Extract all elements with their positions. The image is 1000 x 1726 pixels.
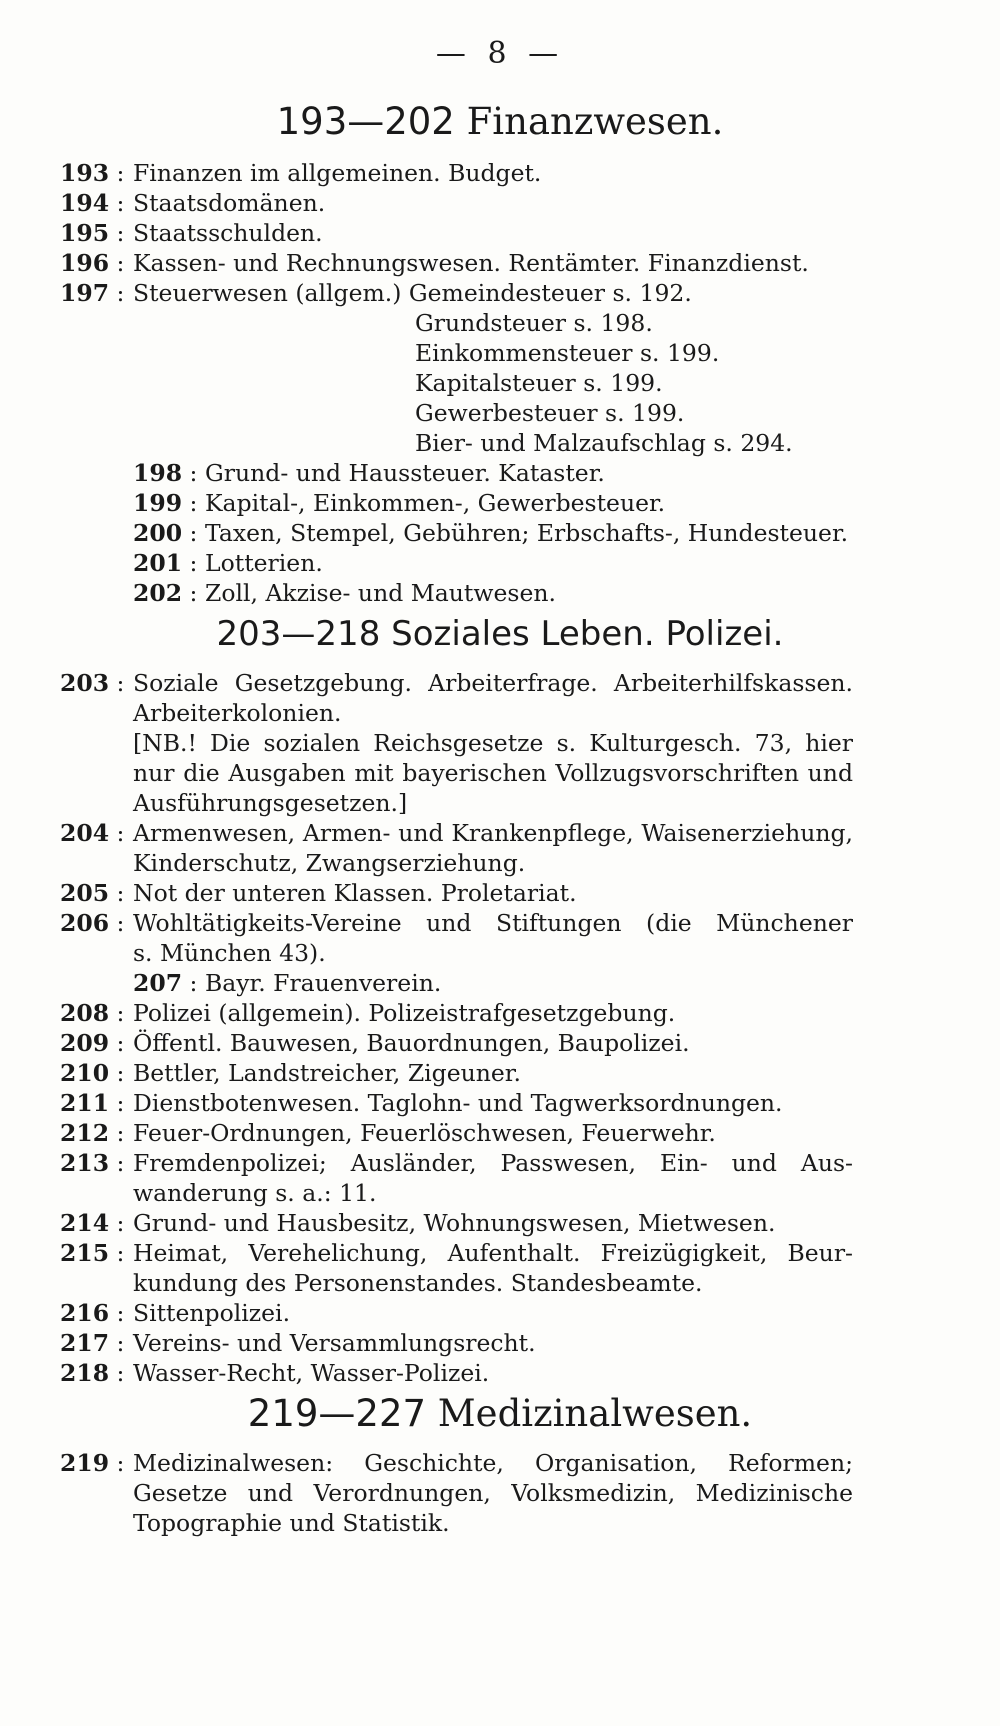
entry-number: 198 :	[133, 458, 197, 488]
entry-text: Staatsschulden.	[133, 219, 323, 247]
cross-reference: Grundsteuer s. 198.	[415, 309, 653, 337]
entry-text: wanderung s. a.: 11.	[133, 1179, 377, 1207]
entry-number: 202 :	[133, 578, 197, 608]
entry-number: 201 :	[133, 548, 197, 578]
entry-text: kundung des Personenstandes. Standesbeamte.	[133, 1269, 703, 1297]
entry-number: 211 :	[60, 1088, 124, 1118]
entry-number: 217 :	[60, 1328, 124, 1358]
entry-text: Finanzen im allgemeinen. Budget.	[133, 159, 542, 187]
entry-number: 197 :	[60, 278, 124, 308]
entry-text: Vereins- und Versammlungsrecht.	[133, 1329, 536, 1357]
entry-text: Not der unteren Klassen. Proletariat.	[133, 879, 577, 907]
section-title: Medizinalwesen.	[437, 1392, 753, 1435]
entry-text: Fremdenpolizei; Ausländer, Passwesen, Ein- und Aus-	[133, 1149, 853, 1177]
section-title: Finanzwesen.	[466, 100, 724, 143]
entry-text: Kassen- und Rechnungswesen. Rentämter. Finanzdienst.	[133, 249, 809, 277]
entry-text: Armenwesen, Armen- und Krankenpflege, Waisenerziehung,	[133, 819, 853, 847]
entry-text: Lotterien.	[205, 549, 323, 577]
section-heading-finanzwesen	[0, 100, 1000, 143]
entry-number: 218 :	[60, 1358, 124, 1388]
entry-number: 207 :	[133, 968, 197, 998]
entry-text: Medizinalwesen: Geschichte, Organisation, Reformen;	[133, 1449, 853, 1477]
entry-text: Polizei (allgemein). Polizeistrafgesetzgebung.	[133, 999, 676, 1027]
entry-number: 199 :	[133, 488, 197, 518]
entry-text: Arbeiterkolonien.	[133, 699, 342, 727]
cross-reference: Kapitalsteuer s. 199.	[415, 369, 663, 397]
entry-text: Zoll, Akzise- und Mautwesen.	[205, 579, 556, 607]
section-range: 193—202	[276, 100, 455, 143]
entry-number: 206 :	[60, 908, 124, 938]
entry-number: 193 :	[60, 158, 124, 188]
entry-number: 219 :	[60, 1448, 124, 1478]
entry-text: Grund- und Hausbesitz, Wohnungswesen, Mietwesen.	[133, 1209, 776, 1237]
entry-text: Kinderschutz, Zwangserziehung.	[133, 849, 526, 877]
section-heading-medizinalwesen	[0, 1392, 1000, 1435]
entry-text: Wasser-Recht, Wasser-Polizei.	[133, 1359, 490, 1387]
entry-text: Ausführungsgesetzen.]	[133, 789, 408, 817]
entry-text: Wohltätigkeits-Vereine und Stiftungen (die Münchener	[133, 909, 853, 937]
entry-text: Bayr. Frauenverein.	[205, 969, 442, 997]
entry-number: 194 :	[60, 188, 124, 218]
entry-text: Feuer-Ordnungen, Feuerlöschwesen, Feuerwehr.	[133, 1119, 716, 1147]
entry-text: Topographie und Statistik.	[133, 1509, 450, 1537]
entry-text: [NB.! Die sozialen Reichsgesetze s. Kulturgesch. 73, hier	[133, 729, 853, 757]
page-number: — 8 —	[435, 36, 565, 71]
entry-number: 215 :	[60, 1238, 124, 1268]
entry-text: Taxen, Stempel, Gebühren; Erbschafts-, Hundesteuer.	[205, 519, 849, 547]
entry-number: 216 :	[60, 1298, 124, 1328]
entry-number: 204 :	[60, 818, 124, 848]
entry-text: s. München 43).	[133, 939, 326, 967]
entry-text: Steuerwesen (allgem.) Gemeindesteuer s. 192.	[133, 279, 692, 307]
entry-text: Staatsdomänen.	[133, 189, 326, 217]
entry-text: nur die Ausgaben mit bayerischen Vollzugsvorschriften und	[133, 759, 853, 787]
entry-number: 208 :	[60, 998, 124, 1028]
cross-reference: Einkommensteuer s. 199.	[415, 339, 720, 367]
entry-text: Heimat, Verehelichung, Aufenthalt. Freizügigkeit, Beur-	[133, 1239, 853, 1267]
entry-text: Sittenpolizei.	[133, 1299, 291, 1327]
entry-number: 213 :	[60, 1148, 124, 1178]
section-range: 203—218	[216, 614, 381, 654]
section-title: Soziales Leben. Polizei.	[391, 614, 784, 654]
entry-number: 200 :	[133, 518, 197, 548]
cross-reference: Gewerbesteuer s. 199.	[415, 399, 685, 427]
section-range: 219—227	[247, 1392, 427, 1435]
entry-number: 209 :	[60, 1028, 124, 1058]
entry-text: Öffentl. Bauwesen, Bauordnungen, Baupolizei.	[133, 1029, 690, 1057]
entry-text: Kapital-, Einkommen-, Gewerbesteuer.	[205, 489, 666, 517]
entry-text: Gesetze und Verordnungen, Volksmedizin, Medizinische	[133, 1479, 853, 1507]
entry-number: 195 :	[60, 218, 124, 248]
entry-number: 214 :	[60, 1208, 124, 1238]
entry-number: 203 :	[60, 668, 124, 698]
entry-number: 196 :	[60, 248, 124, 278]
entry-number: 212 :	[60, 1118, 124, 1148]
entry-number: 205 :	[60, 878, 124, 908]
cross-reference: Bier- und Malzaufschlag s. 294.	[415, 429, 793, 457]
entry-number: 210 :	[60, 1058, 124, 1088]
section-heading-soziales-leben	[0, 614, 1000, 654]
entry-text: Grund- und Haussteuer. Kataster.	[205, 459, 605, 487]
entry-text: Bettler, Landstreicher, Zigeuner.	[133, 1059, 521, 1087]
entry-text: Soziale Gesetzgebung. Arbeiterfrage. Arbeiterhilfskassen.	[133, 669, 853, 697]
entry-text: Dienstbotenwesen. Taglohn- und Tagwerksordnungen.	[133, 1089, 783, 1117]
